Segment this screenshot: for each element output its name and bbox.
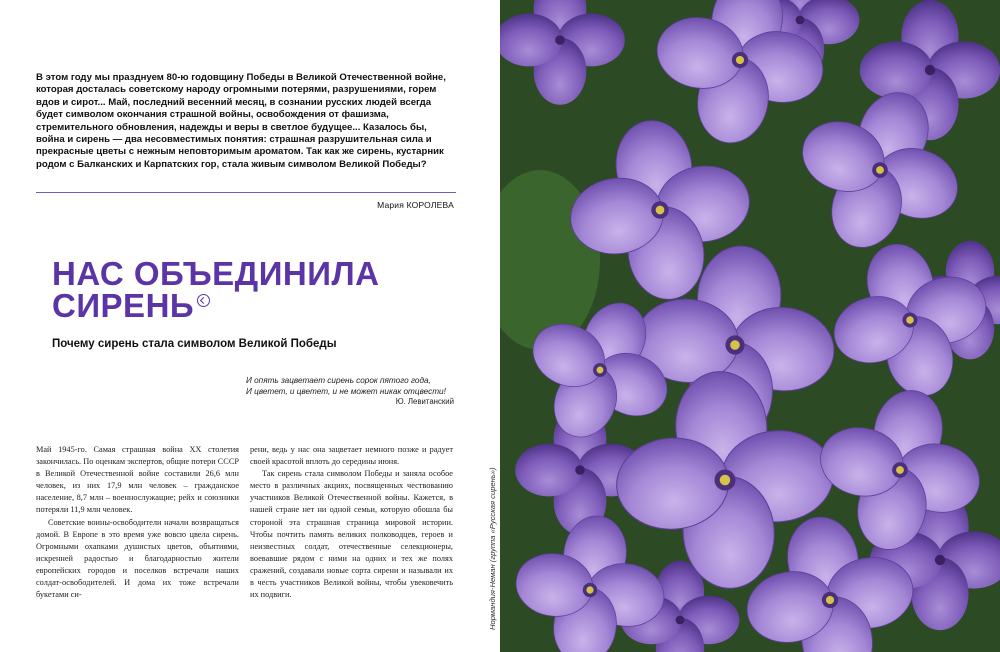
epigraph-line-2: И цветет, и цветет, и не может никак отцвести! <box>246 386 446 396</box>
photo-credit: Нормандия-Неман (группа «Русская сирень») <box>488 467 497 630</box>
lilac-flowers-illustration <box>500 0 1000 652</box>
body-column-1 <box>36 444 239 601</box>
epigraph-line-1: И опять зацветает сирень сорок пятого года, <box>246 376 431 385</box>
body-paragraph: Так сирень стала символом Победы и заняла особое место в различных акциях, посвященных чествованию участников Великой Отечественной войны. Кажется, в нашей стране нет ни одной семьи, которую обошла бы стороной эта страшная страница мировой истории. Чтобы почтить память великих полководцев, героев и неизвестных солдат, отечественные селекционеры, воевавшие рядом с ними на одних и тех же полях сражений, создавали новые сорта сирени и называли их в честь участников Великой войны, чтобы увековечить их подвиги. <box>250 469 453 600</box>
article-title <box>52 255 380 324</box>
title-line-1: НАС ОБЪЕДИНИЛА <box>52 255 380 292</box>
body-paragraph: рени, ведь у нас она зацветает немного позже и радует своей красотой вплоть до середины июня. <box>250 445 453 467</box>
title-line-2 <box>52 287 379 324</box>
body-column-2 <box>250 444 453 601</box>
article-subtitle: Почему сирень стала символом Великой Победы <box>52 338 337 350</box>
author-byline: Мария КОРОЛЕВА <box>377 200 454 210</box>
intro-paragraph: В этом году мы празднуем 80-ю годовщину Победы в Великой Отечественной войне, которая досталась советскому народу огромными потерями, разрушениями, горем вдов и сирот... Май, последний весенний месяц, в сознании русских людей всегда будет символом окончания страшной войны, освобождения от фашизма, стремительного обновления, надежды и веры в светлое будущее... Казалось бы, война и сирень — два несовместимых понятия: страшная разрушительная сила и прекрасные цветы с нежным неповторимым ароматом. Так как же сирень, кустарник родом с Балканских и Карпатских гор, стала живым символом Великой Победы? <box>36 72 446 170</box>
lilac-photo <box>500 0 1000 652</box>
body-paragraph: Май 1945-го. Самая страшная война XX столетия закончилась. По оценкам экспертов, общие потери СССР в Великой Отечественной войне составили 26,6 млн человек, из них 17,9 млн человек – гражданское население, 8,7 млн – военнослужащие; рейх и союзники потеряли 11,9 млн человек. <box>36 445 239 515</box>
epigraph <box>246 376 454 408</box>
body-paragraph: Советские воины-освободители начали возвращаться домой. В Европе в это время уже вовсю цвела сирень. Огромными охапками душистых цветов, объятиями, искренней радостью и благодарностью жители европейских городов и поселков встречали наших солдат-освободителей. И дома их тоже встречали букетами си- <box>36 517 239 600</box>
epigraph-author: Ю. Левитанский <box>395 397 454 407</box>
divider-rule <box>36 192 456 193</box>
chevron-left-icon <box>197 294 210 307</box>
title-line-2-text: СИРЕНЬ <box>52 287 195 324</box>
